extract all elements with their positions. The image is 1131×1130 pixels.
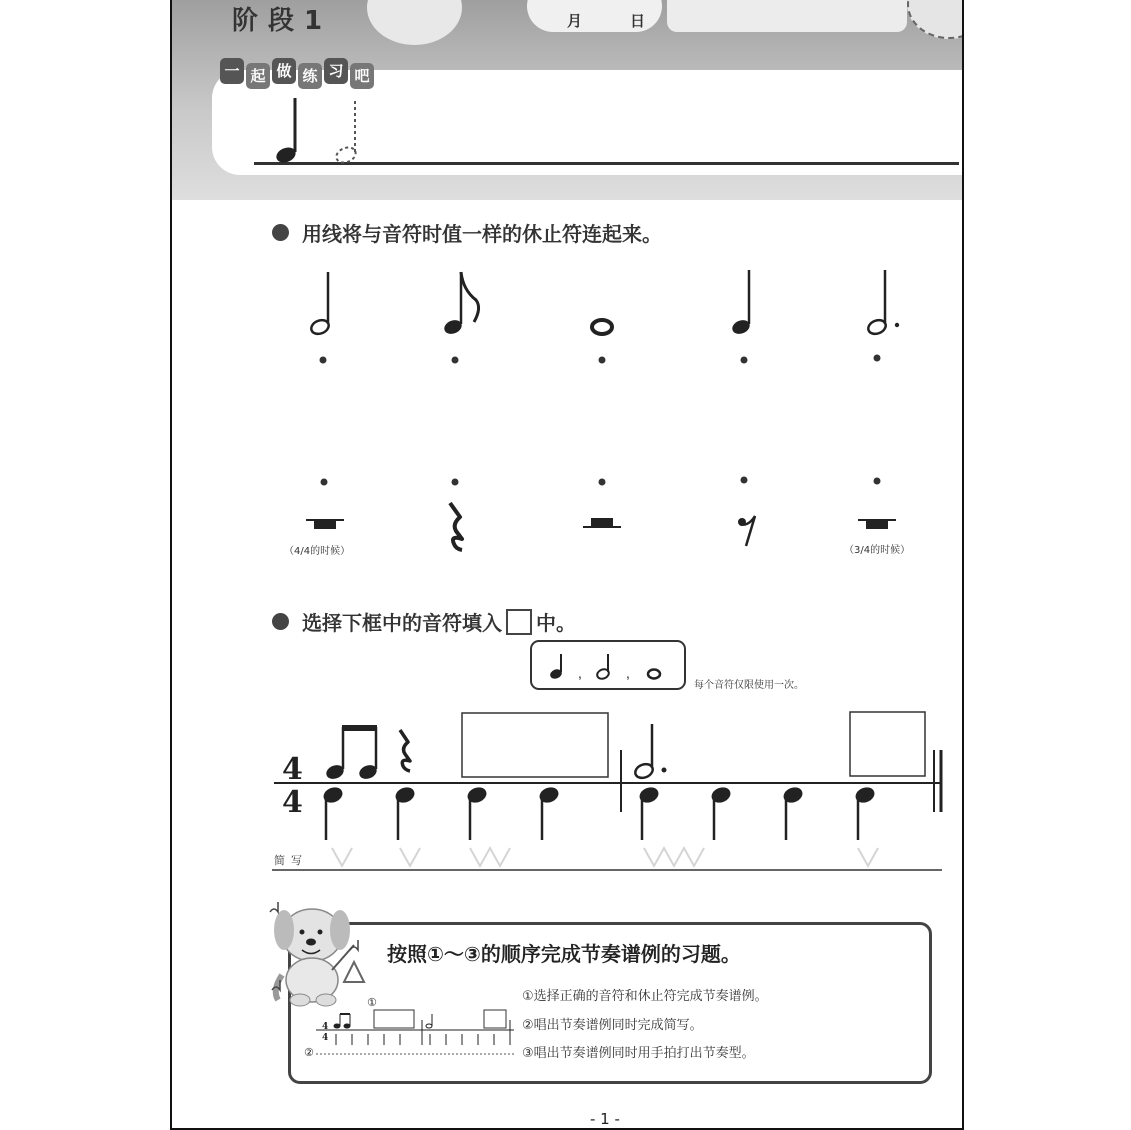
workbook-page xyxy=(170,0,964,1130)
instruction-step-2: ②唱出节奏谱例同时完成简写。 xyxy=(522,1018,703,1033)
mini-time-sig-top: 4 xyxy=(322,1022,329,1032)
section2-title-text: 选择下框中的音符填入 xyxy=(302,611,502,635)
instruction-step-1: ①选择正确的音符和休止符完成节奏谱例。 xyxy=(522,989,768,1004)
page-number: - 1 - xyxy=(590,1110,620,1128)
section2-title-suffix: 中。 xyxy=(536,611,576,635)
practice-tag-char: 一 xyxy=(220,58,244,84)
jianxie-label: 简写 xyxy=(274,854,308,867)
thumb-marker-1: ① xyxy=(367,996,377,1009)
stage-title: 阶段1 xyxy=(232,6,333,36)
practice-tag-char: 起 xyxy=(246,63,270,89)
mini-rhythm-thumbnail xyxy=(304,996,514,1059)
instruction-step-3: ③唱出节奏谱例同时用手拍打出节奏型。 xyxy=(522,1046,755,1061)
choice-note: 每个音符仅限使用一次。 xyxy=(694,680,804,691)
time-signature-bottom: 4 xyxy=(282,785,303,820)
date-month-label: 月 xyxy=(567,12,583,30)
mini-time-sig-bottom: 4 xyxy=(322,1033,329,1043)
choice-separator: , xyxy=(626,665,630,681)
practice-tag-char: 吧 xyxy=(350,63,374,89)
dog-conductor-icon xyxy=(270,902,364,1006)
thumb-marker-2: ② xyxy=(304,1046,314,1059)
choice-separator: , xyxy=(578,665,582,681)
date-day-label: 日 xyxy=(630,12,646,30)
practice-tag-char: 练 xyxy=(298,63,322,89)
mini-answer-box xyxy=(374,1010,414,1028)
time-signature-top: 4 xyxy=(282,752,303,787)
mini-answer-box xyxy=(484,1010,506,1028)
instruction-title: 按照①～③的顺序完成节奏谱例的习题。 xyxy=(387,942,741,966)
section1-title-text: 用线将与音符时值一样的休止符连起来。 xyxy=(302,222,662,246)
instruction-graphics xyxy=(172,0,962,1100)
practice-tag-char: 做 xyxy=(272,58,296,84)
rest-caption-left: （4/4的时候） xyxy=(284,546,351,557)
rest-caption-right: （3/4的时候） xyxy=(844,545,911,556)
practice-tag-char: 习 xyxy=(324,58,348,84)
